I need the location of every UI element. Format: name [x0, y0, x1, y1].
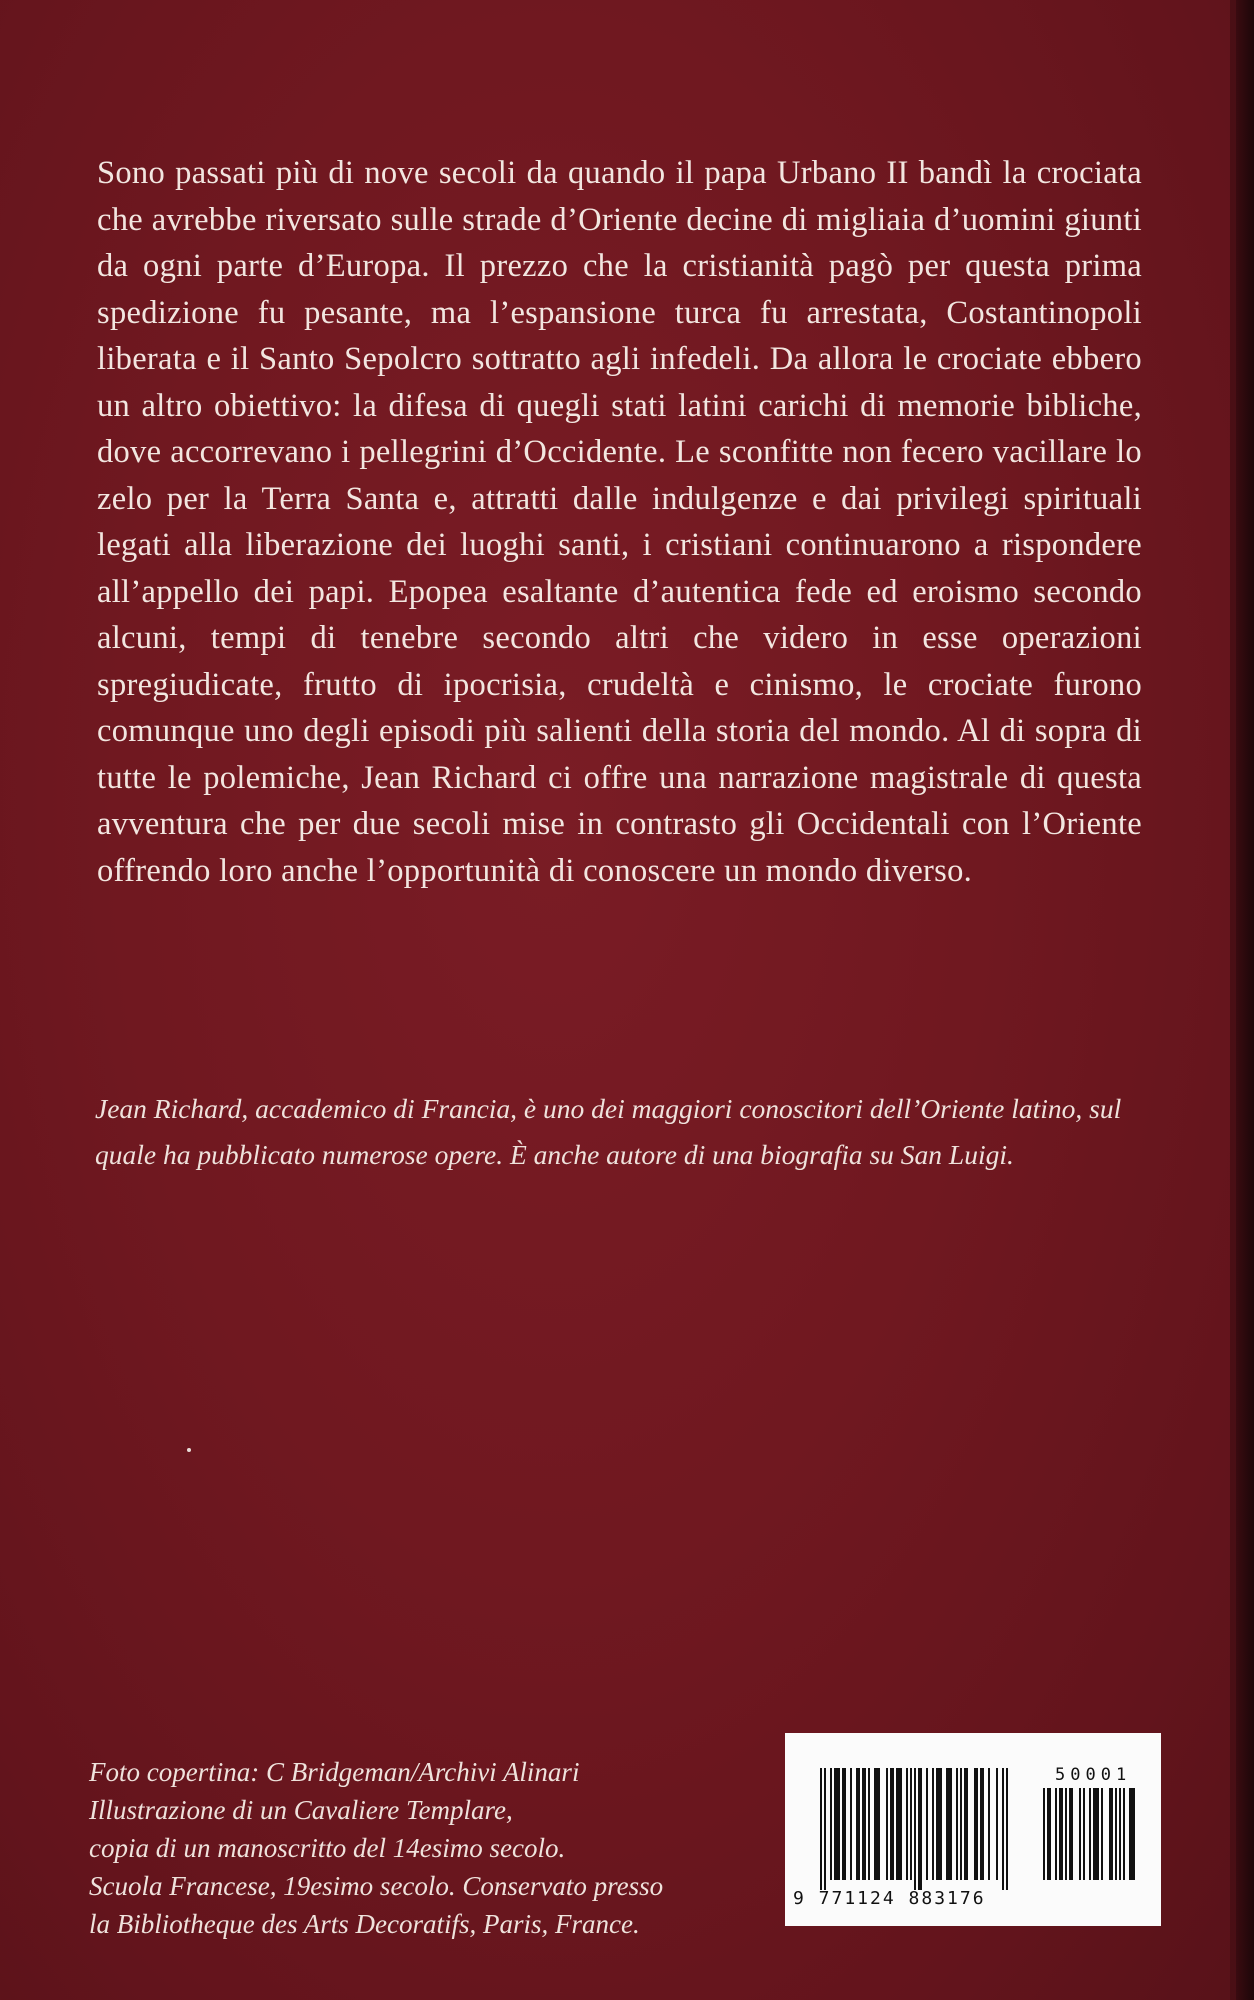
credit-line: Scuola Francese, 19esimo secolo. Conservato presso — [89, 1871, 664, 1901]
barcode-bar — [896, 1768, 902, 1880]
barcode-bar — [1006, 1768, 1008, 1890]
barcode-bar — [946, 1768, 952, 1880]
barcode-bar — [1123, 1788, 1125, 1880]
barcode-bar — [926, 1768, 928, 1880]
barcode-bar — [996, 1768, 998, 1880]
barcode-bar — [974, 1768, 978, 1880]
barcode-bar — [960, 1768, 962, 1880]
barcode-addon-number: 50001 — [1055, 1765, 1132, 1785]
barcode-bar — [1089, 1788, 1091, 1880]
barcode-bar — [1043, 1788, 1045, 1880]
barcode-bar — [1059, 1788, 1063, 1880]
credit-line: Foto copertina: C Bridgeman/Archivi Alinari — [89, 1757, 580, 1787]
barcode-bar — [1079, 1788, 1081, 1880]
barcode-bar — [906, 1768, 908, 1880]
barcode-bar — [890, 1768, 894, 1880]
barcode-bar — [862, 1768, 866, 1880]
barcode-bar — [1101, 1788, 1103, 1880]
credit-line: copia di un manoscritto del 14esimo secolo. — [89, 1833, 566, 1863]
barcode-bar — [842, 1768, 846, 1880]
barcode-bar — [856, 1768, 860, 1880]
barcode-bar — [1093, 1788, 1099, 1880]
barcode-bar — [886, 1768, 888, 1880]
barcode-bar — [1115, 1788, 1117, 1880]
barcode-bar — [1109, 1788, 1113, 1880]
book-spine-edge — [1236, 0, 1254, 2000]
barcode-bar — [918, 1768, 922, 1890]
barcode-bar — [830, 1768, 832, 1880]
barcode-addon-bars — [1043, 1788, 1143, 1890]
cover-credits — [89, 1753, 769, 1943]
barcode-bar — [824, 1768, 826, 1890]
author-note: Jean Richard, accademico di Francia, è uno dei maggiori conoscitori dell’Oriente latino, sul quale ha pubblicato numerose opere. È anche autore di una biografia su San Luigi. — [95, 1093, 1122, 1170]
synopsis-text: Sono passati più di nove secoli da quando il papa Urbano II bandì la crociata che avrebbe riversato sulle strade d’Oriente decine di migliaia d’uomini giunti da ogni parte d’Europa. Il prezzo che la cristianità pagò per questa prima spedizione fu pesante, ma l’espansione turca fu arrestata, Costantinopoli liberata e il Santo Sepolcro sottratto agli infedeli. Da allora le crociate ebbero un altro obiettivo: la difesa di quegli stati latini carichi di memorie bibliche, dove accorrevano i pellegrini d’Occidente. Le sconfitte non fecero vacillare lo zelo per la Terra Santa e, attratti dalle indulgenze e dai privilegi spirituali legati alla liberazione dei luoghi santi, i cristiani continuarono a rispondere all’appello dei papi. Epopea esaltante d’autentica fede ed eroismo secondo alcuni, tempi di tenebre secondo altri che videro in esse operazioni spregiudicate, frutto di ipocrisia, crudeltà e cinismo, le crociate furono comunque uno degli episodi più salienti della storia del mondo. Al di sopra di tutte le polemiche, Jean Richard ci offre una narrazione magistrale di questa avventura che per due secoli mise in contrasto gli Occidentali con l’Oriente offrendo loro anche l’opportunità di conoscere un mondo diverso. — [97, 155, 1142, 889]
barcode-bar — [1002, 1768, 1004, 1890]
barcode-bar — [914, 1768, 916, 1890]
barcode-bar — [1119, 1788, 1121, 1880]
barcode-label — [785, 1733, 1161, 1926]
barcode-bar — [932, 1768, 934, 1880]
barcode-bars — [820, 1768, 1045, 1890]
barcode-bar — [956, 1768, 958, 1880]
credit-line: Illustrazione di un Cavaliere Templare, — [89, 1795, 513, 1825]
barcode-bar — [874, 1768, 880, 1880]
barcode-bar — [988, 1768, 990, 1880]
barcode-bar — [1065, 1788, 1067, 1880]
barcode-bar — [936, 1768, 942, 1880]
barcode-bar — [910, 1768, 912, 1880]
cover-speck — [187, 1448, 191, 1452]
barcode-bar — [868, 1768, 870, 1880]
barcode-bar — [964, 1768, 968, 1880]
barcode-bar — [1055, 1788, 1057, 1880]
barcode-bar — [1129, 1788, 1135, 1880]
barcode-number: 9 771124 883176 — [793, 1888, 986, 1909]
credit-line: la Bibliotheque des Arts Decoratifs, Paris, France. — [89, 1909, 640, 1939]
barcode-bar — [820, 1768, 822, 1890]
barcode-bar — [834, 1768, 840, 1880]
barcode-bar — [1083, 1788, 1085, 1880]
barcode-bar — [980, 1768, 984, 1880]
barcode-bar — [850, 1768, 852, 1880]
barcode-bar — [1069, 1788, 1073, 1880]
barcode-bar — [1047, 1788, 1051, 1880]
